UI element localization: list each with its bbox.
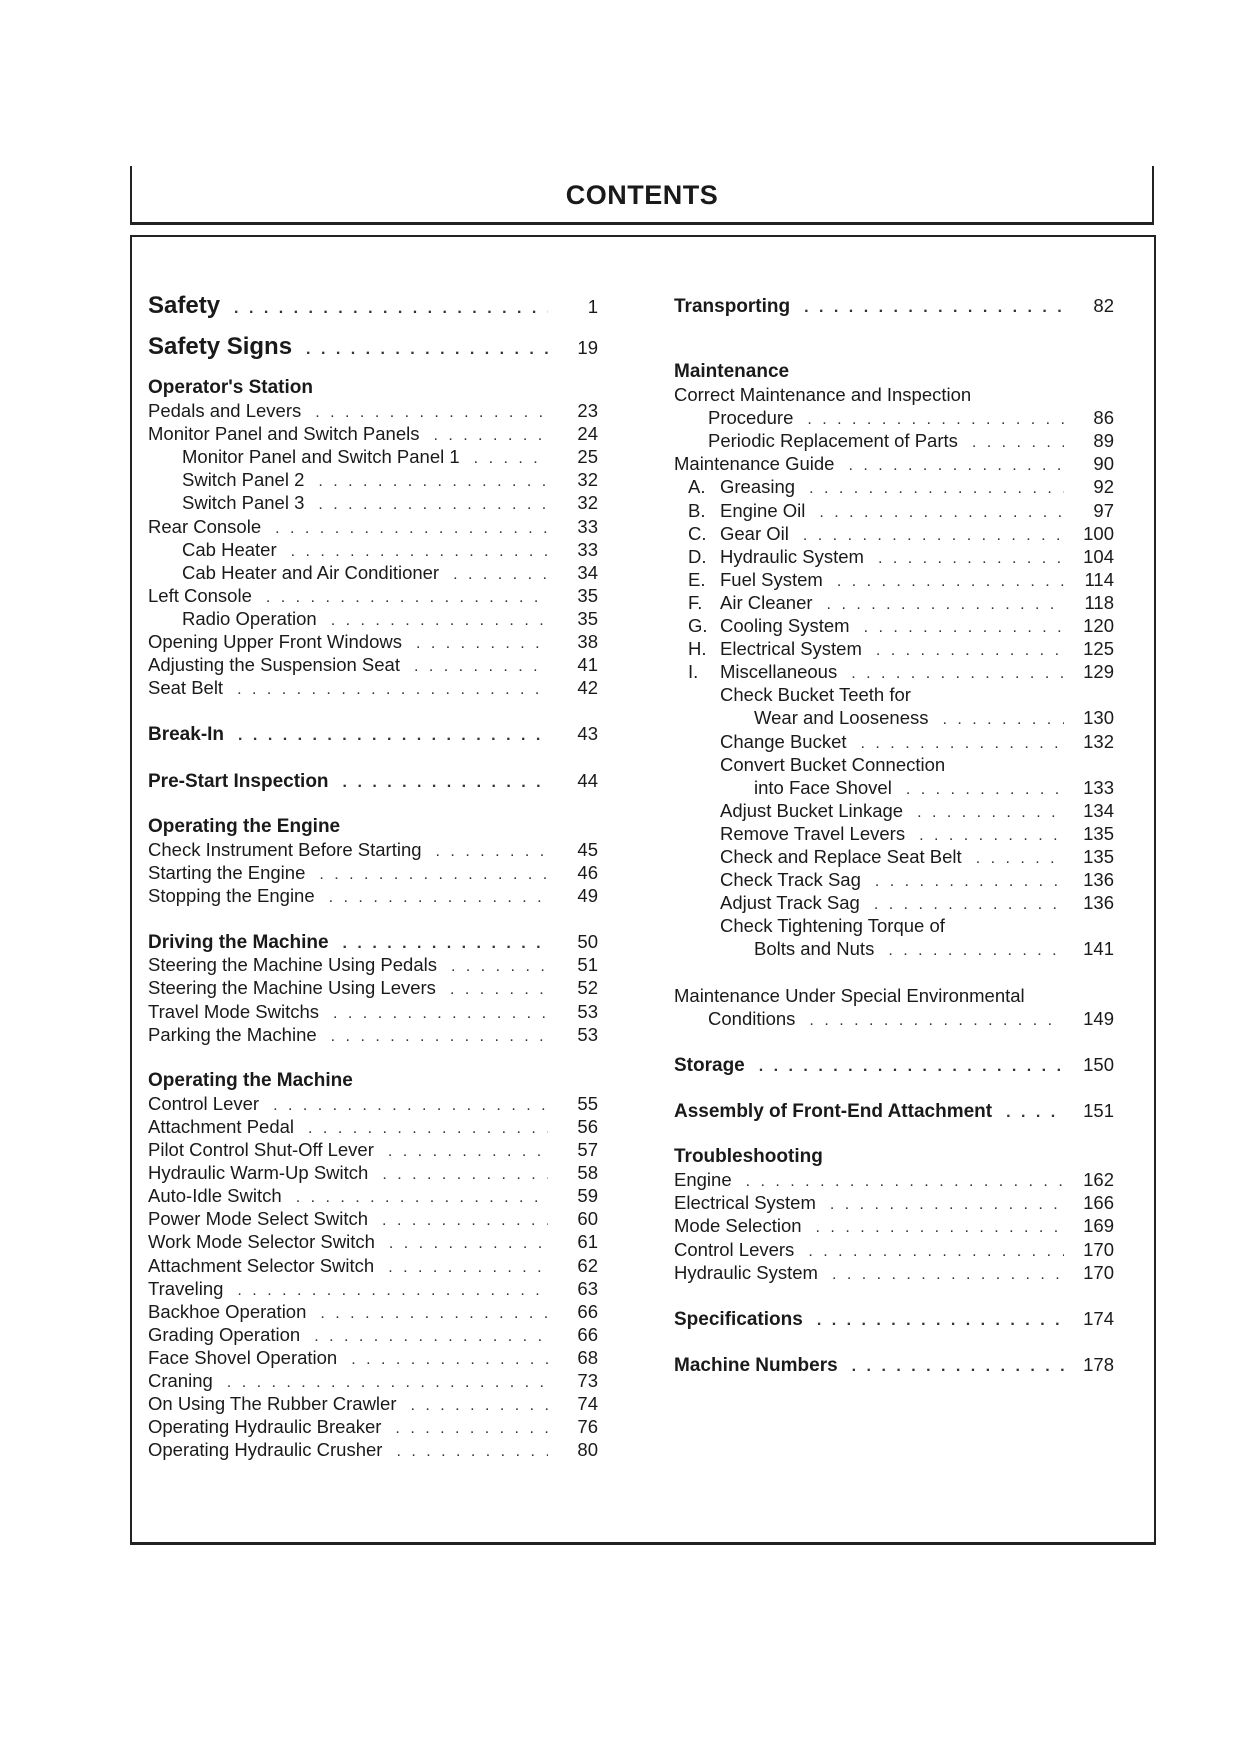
title-frame <box>130 166 1154 225</box>
toc-entry-pre-start[interactable]: Pre-Start Inspection . . . 44 <box>148 769 598 792</box>
toc-entry-text: Convert Bucket Connection <box>720 753 946 775</box>
toc-entry[interactable]: Rear Console . . . 33 <box>148 515 598 538</box>
toc-entry-storage[interactable]: Storage . . . 150 <box>674 1053 1114 1076</box>
toc-entry[interactable]: B. Engine Oil . . . 97 <box>674 499 1114 522</box>
toc-entry[interactable]: Switch Panel 3 . . . 32 <box>148 491 598 514</box>
toc-entry[interactable]: Steering the Machine Using Pedals . . . 51 <box>148 953 598 976</box>
toc-entry[interactable]: On Using The Rubber Crawler . . . 74 <box>148 1392 598 1415</box>
toc-entry[interactable]: Cab Heater and Air Conditioner . . . 34 <box>148 561 598 584</box>
toc-entry[interactable]: Engine . . . 162 <box>674 1168 1114 1191</box>
toc-entry[interactable]: E. Fuel System . . . 114 <box>674 568 1114 591</box>
toc-entry[interactable]: Check Instrument Before Starting . . . 45 <box>148 838 598 861</box>
toc-heading-troubleshooting: Troubleshooting <box>674 1146 823 1168</box>
toc-entry-specifications[interactable]: Specifications . . . 174 <box>674 1307 1114 1330</box>
toc-entry[interactable]: Opening Upper Front Windows . . . 38 <box>148 630 598 653</box>
toc-entry[interactable]: Traveling . . . 63 <box>148 1277 598 1300</box>
toc-entry[interactable]: Operating Hydraulic Breaker . . . 76 <box>148 1415 598 1438</box>
toc-entry[interactable]: Backhoe Operation . . . 66 <box>148 1300 598 1323</box>
toc-entry[interactable]: Travel Mode Switchs . . . 53 <box>148 1000 598 1023</box>
contents-right-column-body <box>674 360 1114 1376</box>
toc-entry[interactable]: I. Miscellaneous . . . 129 <box>674 660 1114 683</box>
toc-entry[interactable]: Adjust Bucket Linkage . . . 134 <box>674 799 1114 822</box>
contents-frame <box>130 235 1156 1545</box>
toc-entry[interactable]: Face Shovel Operation . . . 68 <box>148 1346 598 1369</box>
toc-entry[interactable]: Change Bucket . . . 132 <box>674 730 1114 753</box>
toc-entry[interactable]: Pedals and Levers . . . 23 <box>148 399 598 422</box>
toc-entry-assembly[interactable]: Assembly of Front-End Attachment . . . 151 <box>674 1099 1114 1122</box>
toc-entry-safety-signs[interactable]: Safety Signs . . . 19 <box>148 335 598 365</box>
toc-entry[interactable]: Grading Operation . . . 66 <box>148 1323 598 1346</box>
toc-entry-text: Correct Maintenance and Inspection <box>674 384 972 406</box>
toc-entry[interactable]: Attachment Pedal . . . 56 <box>148 1115 598 1138</box>
toc-heading-operating-machine: Operating the Machine <box>148 1069 353 1091</box>
toc-entry[interactable]: Procedure . . . 86 <box>674 406 1114 429</box>
toc-entry[interactable]: Hydraulic Warm-Up Switch . . . 58 <box>148 1161 598 1184</box>
toc-entry[interactable]: Pilot Control Shut-Off Lever . . . 57 <box>148 1138 598 1161</box>
toc-entry[interactable]: Check Track Sag . . . 136 <box>674 868 1114 891</box>
toc-entry[interactable]: Monitor Panel and Switch Panel 1 . . . 25 <box>148 445 598 468</box>
toc-entry-machine-numbers[interactable]: Machine Numbers . . . 178 <box>674 1353 1114 1376</box>
toc-entry[interactable]: Electrical System . . . 166 <box>674 1191 1114 1214</box>
toc-entry[interactable]: D. Hydraulic System . . . 104 <box>674 545 1114 568</box>
toc-entry[interactable]: Control Lever . . . 55 <box>148 1092 598 1115</box>
toc-heading-maintenance: Maintenance <box>674 361 790 382</box>
toc-entry[interactable]: Power Mode Select Switch . . . 60 <box>148 1207 598 1230</box>
toc-entry[interactable]: Work Mode Selector Switch . . . 61 <box>148 1230 598 1253</box>
toc-entry-text: Check Bucket Teeth for <box>720 684 911 706</box>
contents-right-column <box>674 294 1114 365</box>
toc-entry-break-in[interactable]: Break-In . . . 43 <box>148 722 598 745</box>
toc-entry[interactable]: Remove Travel Levers . . . 135 <box>674 822 1114 845</box>
toc-entry[interactable]: Conditions . . . 149 <box>674 1007 1114 1030</box>
toc-entry[interactable]: F. Air Cleaner . . . 118 <box>674 591 1114 614</box>
toc-entry[interactable]: A. Greasing . . . 92 <box>674 475 1114 498</box>
toc-entry[interactable]: Hydraulic System . . . 170 <box>674 1261 1114 1284</box>
toc-entry[interactable]: Attachment Selector Switch . . . 62 <box>148 1254 598 1277</box>
toc-entry[interactable]: Radio Operation . . . 35 <box>148 607 598 630</box>
toc-entry[interactable]: Monitor Panel and Switch Panels . . . 24 <box>148 422 598 445</box>
toc-entry-safety[interactable]: Safety . . . 1 <box>148 294 598 324</box>
toc-entry[interactable]: Auto-Idle Switch . . . 59 <box>148 1184 598 1207</box>
toc-entry-driving[interactable]: Driving the Machine . . . 50 <box>148 930 598 953</box>
toc-entry[interactable]: Starting the Engine . . . 46 <box>148 861 598 884</box>
toc-entry[interactable]: G. Cooling System . . . 120 <box>674 614 1114 637</box>
toc-entry[interactable]: Check and Replace Seat Belt . . . 135 <box>674 845 1114 868</box>
toc-entry[interactable]: Operating Hydraulic Crusher . . . 80 <box>148 1438 598 1461</box>
toc-entry[interactable]: Adjust Track Sag . . . 136 <box>674 891 1114 914</box>
toc-entry[interactable]: Bolts and Nuts . . . 141 <box>674 937 1114 960</box>
toc-entry[interactable]: Seat Belt . . . 42 <box>148 676 598 699</box>
toc-entry[interactable]: Cab Heater . . . 33 <box>148 538 598 561</box>
toc-heading-operating-engine: Operating the Engine <box>148 815 341 837</box>
toc-entry[interactable]: Mode Selection . . . 169 <box>674 1214 1114 1237</box>
toc-entry[interactable]: Maintenance Guide . . . 90 <box>674 452 1114 475</box>
toc-entry[interactable]: Left Console . . . 35 <box>148 584 598 607</box>
toc-entry[interactable]: Periodic Replacement of Parts . . . 89 <box>674 429 1114 452</box>
toc-entry[interactable]: C. Gear Oil . . . 100 <box>674 522 1114 545</box>
toc-heading-operators-station: Operator's Station <box>148 377 313 398</box>
toc-entry-transporting[interactable]: Transporting . . . 82 <box>674 294 1114 324</box>
toc-entry[interactable]: Stopping the Engine . . . 49 <box>148 884 598 907</box>
toc-entry[interactable]: into Face Shovel . . . 133 <box>674 776 1114 799</box>
toc-entry[interactable]: Steering the Machine Using Levers . . . 52 <box>148 976 598 999</box>
page-title: CONTENTS <box>565 180 719 210</box>
contents-left-column <box>148 294 598 1461</box>
toc-entry[interactable]: Wear and Looseness . . . 130 <box>674 706 1114 729</box>
toc-entry-text: Maintenance Under Special Environmental <box>674 984 1025 1006</box>
toc-entry-text: Check Tightening Torque of <box>720 915 945 937</box>
toc-entry[interactable]: Switch Panel 2 . . . 32 <box>148 468 598 491</box>
toc-entry[interactable]: Parking the Machine . . . 53 <box>148 1023 598 1046</box>
toc-entry[interactable]: Control Levers . . . 170 <box>674 1238 1114 1261</box>
toc-entry[interactable]: Adjusting the Suspension Seat . . . 41 <box>148 653 598 676</box>
toc-entry[interactable]: H. Electrical System . . . 125 <box>674 637 1114 660</box>
toc-entry[interactable]: Craning . . . 73 <box>148 1369 598 1392</box>
